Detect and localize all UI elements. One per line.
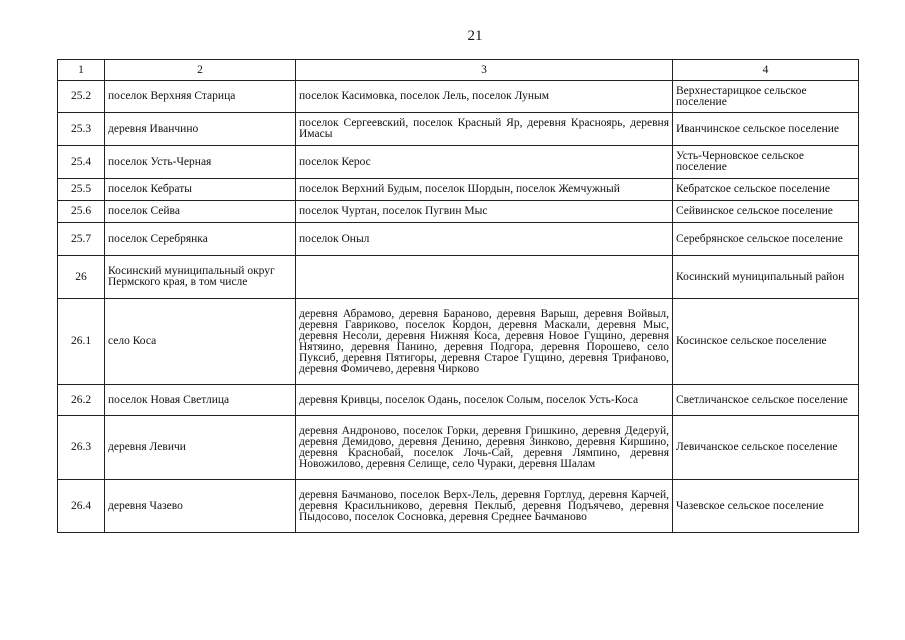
included-settlements: деревня Бачманово, поселок Верх-Лель, деревня Гортлуд, деревня Карчей, деревня Красильниково, деревня Пеклыб, деревня Подъячево, деревня Пыдосово, поселок Сосновка, деревня Среднее Бачманово [296, 480, 673, 533]
center-settlement: Косинский муниципальный округ Пермского края, в том числе [105, 256, 296, 299]
settlement-name: Косинское сельское поселение [673, 299, 859, 385]
column-header: 3 [296, 60, 673, 81]
row-number: 25.5 [58, 179, 105, 201]
table-row [58, 179, 859, 201]
row-number: 26.1 [58, 299, 105, 385]
table-row [58, 416, 859, 480]
included-settlements: поселок Касимовка, поселок Лель, поселок Луным [296, 81, 673, 113]
center-settlement: поселок Сейва [105, 201, 296, 223]
page-number: 21 [467, 28, 483, 44]
included-settlements: поселок Оныл [296, 223, 673, 256]
center-settlement: поселок Кебраты [105, 179, 296, 201]
row-number: 25.2 [58, 81, 105, 113]
settlement-name: Косинский муниципальный район [673, 256, 859, 299]
included-settlements: деревня Кривцы, поселок Одань, поселок Солым, поселок Усть-Коса [296, 385, 673, 416]
included-settlements: поселок Керос [296, 146, 673, 179]
included-settlements: деревня Абрамово, деревня Бараново, деревня Варыш, деревня Войвыл, деревня Гавриково, поселок Кордон, деревня Маскали, деревня Мыс, деревня Несоли, деревня Нижняя Коса, деревня Новое Гущино, деревня Нятяино, деревня Панино, деревня Подгора, деревня Порошево, село Пуксиб, деревня Пятигоры, деревня Старое Гущино, деревня Трифаново, деревня Фомичево, деревня Чирково [296, 299, 673, 385]
center-settlement: поселок Верхняя Старица [105, 81, 296, 113]
table-row [58, 201, 859, 223]
included-settlements [296, 256, 673, 299]
row-number: 25.6 [58, 201, 105, 223]
center-settlement: деревня Иванчино [105, 113, 296, 146]
row-number: 26.2 [58, 385, 105, 416]
settlement-name: Кебратское сельское поселение [673, 179, 859, 201]
row-number: 26.4 [58, 480, 105, 533]
settlement-name: Сейвинское сельское поселение [673, 201, 859, 223]
row-number: 25.3 [58, 113, 105, 146]
settlement-name: Чазевское сельское поселение [673, 480, 859, 533]
center-settlement: поселок Усть-Черная [105, 146, 296, 179]
table-header-row [58, 60, 859, 81]
row-number: 26.3 [58, 416, 105, 480]
column-header: 4 [673, 60, 859, 81]
center-settlement: село Коса [105, 299, 296, 385]
center-settlement: деревня Чазево [105, 480, 296, 533]
settlement-name: Светличанское сельское поселение [673, 385, 859, 416]
table-row [58, 480, 859, 533]
column-header: 1 [58, 60, 105, 81]
table-row [58, 299, 859, 385]
row-number: 25.4 [58, 146, 105, 179]
settlement-name: Усть-Черновское сельское поселение [673, 146, 859, 179]
center-settlement: поселок Серебрянка [105, 223, 296, 256]
settlement-name: Иванчинское сельское поселение [673, 113, 859, 146]
center-settlement: деревня Левичи [105, 416, 296, 480]
included-settlements: поселок Сергеевский, поселок Красный Яр, деревня Красноярь, деревня Имасы [296, 113, 673, 146]
table-row [58, 223, 859, 256]
table-row [58, 113, 859, 146]
table-row [58, 256, 859, 299]
included-settlements: деревня Андроново, поселок Горки, деревня Гришкино, деревня Дедеруй, деревня Демидово, деревня Денино, деревня Зинково, деревня Киршино, деревня Краснобай, поселок Лочь-Сай, деревня Лямпино, деревня Новожилово, деревня Селище, село Чураки, деревня Шалам [296, 416, 673, 480]
center-settlement: поселок Новая Светлица [105, 385, 296, 416]
included-settlements: поселок Верхний Будым, поселок Шордын, поселок Жемчужный [296, 179, 673, 201]
column-header: 2 [105, 60, 296, 81]
settlement-name: Серебрянское сельское поселение [673, 223, 859, 256]
table-row [58, 385, 859, 416]
table-row [58, 81, 859, 113]
included-settlements: поселок Чуртан, поселок Пугвин Мыс [296, 201, 673, 223]
settlements-table [57, 59, 859, 533]
settlement-name: Левичанское сельское поселение [673, 416, 859, 480]
table-row [58, 146, 859, 179]
row-number: 26 [58, 256, 105, 299]
settlement-name: Верхнестарицкое сельское поселение [673, 81, 859, 113]
row-number: 25.7 [58, 223, 105, 256]
